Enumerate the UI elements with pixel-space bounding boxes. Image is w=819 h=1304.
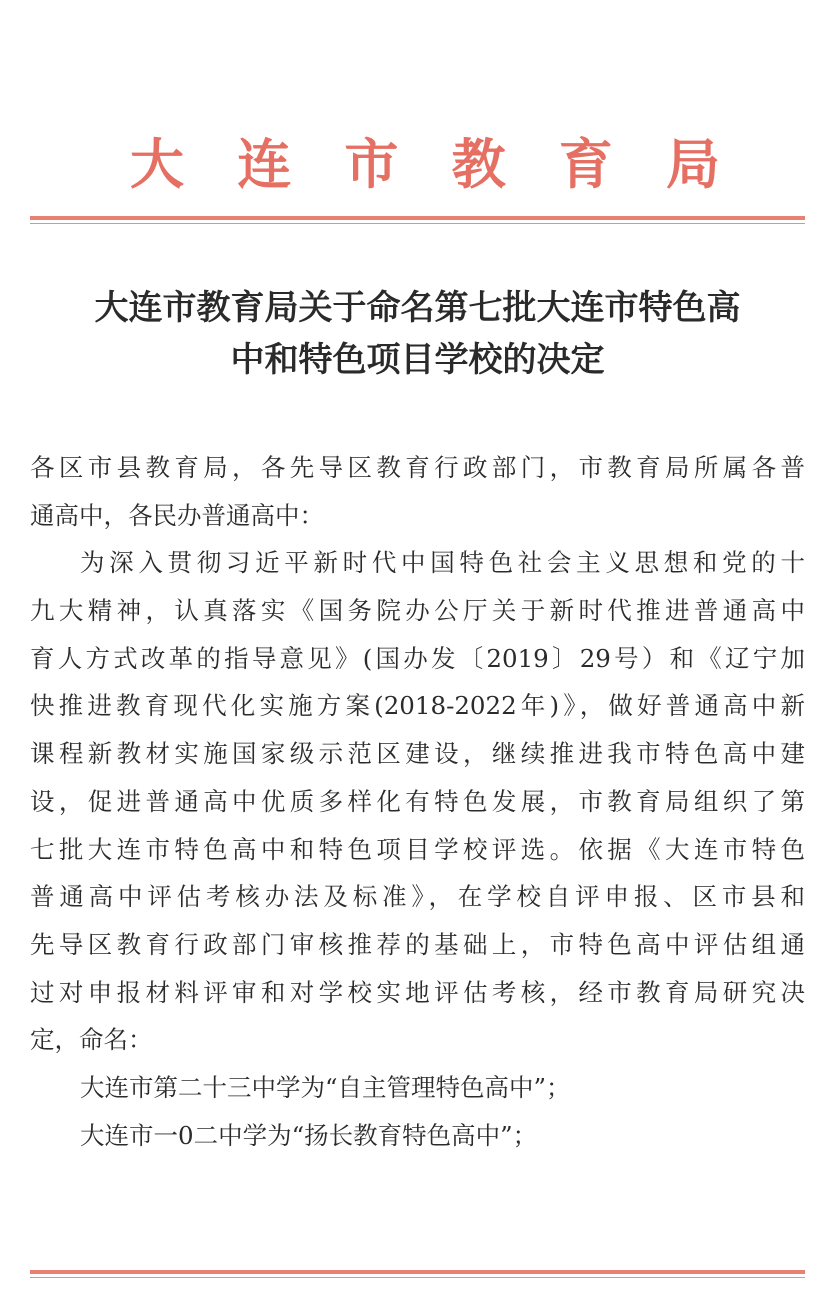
org-name-char: 教 bbox=[451, 132, 506, 196]
paragraph-line: 定，命名： bbox=[30, 1025, 153, 1055]
paragraph-line: 育人方式改革的指导意见》(国办发〔2019〕29号）和《辽宁加 bbox=[30, 643, 805, 673]
document-title bbox=[30, 282, 805, 386]
letterhead-org-name bbox=[130, 128, 720, 200]
org-name-char: 大 bbox=[130, 132, 184, 196]
named-school-line: 大连市一0二中学为“扬长教育特色高中”； bbox=[80, 1120, 538, 1150]
org-name-char: 育 bbox=[558, 132, 613, 196]
rule-thick-line bbox=[30, 1270, 805, 1274]
named-school-line: 大连市第二十三中学为“自主管理特色高中”； bbox=[80, 1072, 571, 1102]
document-title-line: 大连市教育局关于命名第七批大连市特色高 bbox=[94, 288, 741, 328]
paragraph-line: 普通高中评估考核办法及标准》，在学校自评申报、区市县和 bbox=[30, 882, 805, 912]
rule-thin-line bbox=[30, 223, 805, 224]
document-title-line: 中和特色项目学校的决定 bbox=[230, 340, 605, 380]
rule-thick-line bbox=[30, 216, 805, 220]
addressee-line: 通高中，各民办普通高中： bbox=[30, 500, 324, 530]
paragraph-line: 设，促进普通高中优质多样化有特色发展，市教育局组织了第 bbox=[30, 786, 805, 816]
letterhead-red-rule-top bbox=[30, 216, 805, 224]
document-body bbox=[30, 444, 805, 1159]
paragraph-line: 先导区教育行政部门审核推荐的基础上，市特色高中评估组通 bbox=[30, 929, 805, 959]
addressee-line: 各区市县教育局，各先导区教育行政部门，市教育局所属各普 bbox=[30, 453, 805, 482]
rule-thin-line bbox=[30, 1277, 805, 1278]
org-name-char: 连 bbox=[237, 132, 292, 196]
footer-red-rule bbox=[30, 1270, 805, 1278]
paragraph-line: 为深入贯彻习近平新时代中国特色社会主义思想和党的十 bbox=[80, 548, 805, 578]
paragraph-line: 课程新教材实施国家级示范区建设，继续推进我市特色高中建 bbox=[30, 739, 805, 769]
paragraph-line: 快推进教育现代化实施方案(2018-2022年)》，做好普通高中新 bbox=[30, 691, 805, 721]
paragraph-line: 九大精神，认真落实《国务院办公厅关于新时代推进普通高中 bbox=[30, 596, 805, 626]
paragraph-line: 七批大连市特色高中和特色项目学校评选。依据《大连市特色 bbox=[30, 834, 805, 864]
org-name-char: 市 bbox=[344, 132, 399, 196]
org-name-char: 局 bbox=[665, 132, 720, 196]
paragraph-line: 过对申报材料评审和对学校实地评估考核，经市教育局研究决 bbox=[30, 977, 805, 1007]
